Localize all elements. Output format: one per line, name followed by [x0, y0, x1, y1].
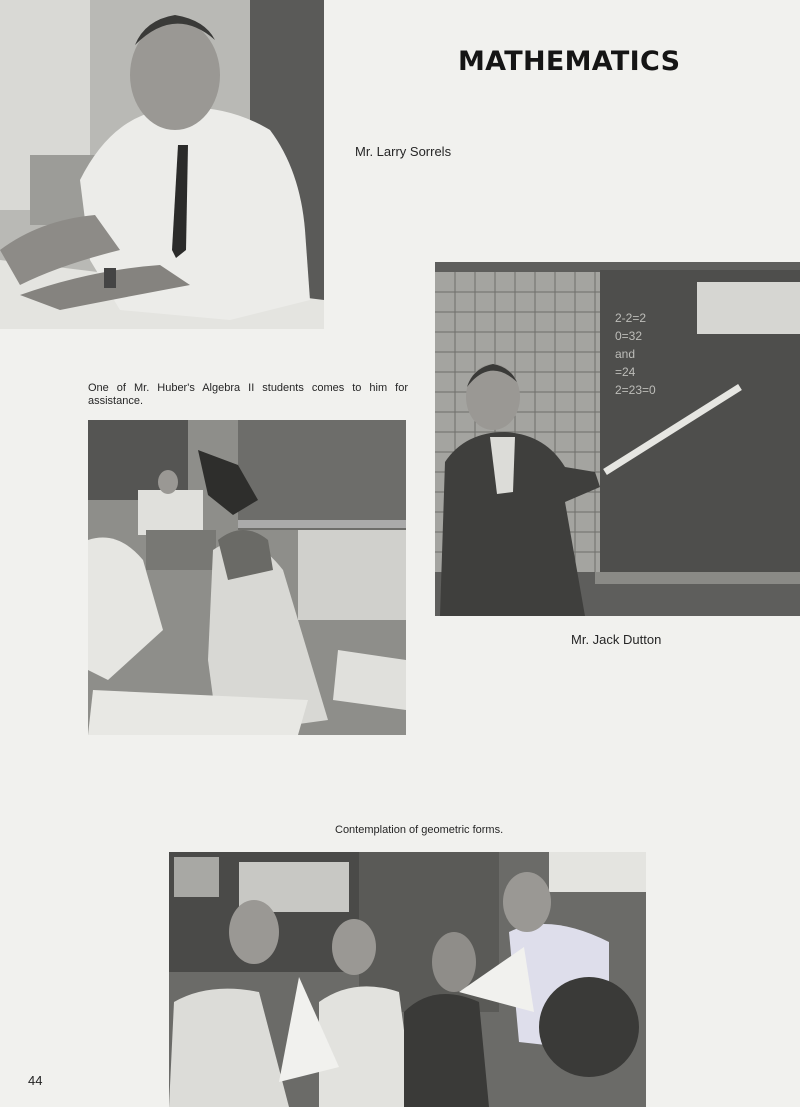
- photo-geometric-forms: [169, 852, 646, 1107]
- teacher-portrait-image: [0, 0, 324, 329]
- caption-huber: One of Mr. Huber's Algebra II students comes to him for assistance.: [88, 382, 408, 407]
- caption-sorrels: Mr. Larry Sorrels: [355, 144, 452, 159]
- teacher-at-chalkboard-image: [435, 262, 800, 616]
- board-line-5: 2=23=0: [615, 383, 656, 397]
- board-line-4: =24: [615, 365, 636, 379]
- photo-jack-dutton: [435, 262, 800, 616]
- caption-geometric-forms: Contemplation of geometric forms.: [335, 824, 504, 836]
- page-title: MATHEMATICS: [458, 46, 681, 77]
- caption-dutton: Mr. Jack Dutton: [571, 632, 662, 647]
- page-number: 44: [28, 1073, 43, 1088]
- board-line-1: 2-2=2: [615, 311, 647, 325]
- board-line-3: and: [615, 347, 636, 361]
- photo-algebra-class: [88, 420, 406, 735]
- board-line-2: 0=32: [615, 329, 643, 343]
- classroom-image: [88, 420, 406, 735]
- students-with-shapes-image: [169, 852, 646, 1107]
- photo-larry-sorrels: [0, 0, 324, 329]
